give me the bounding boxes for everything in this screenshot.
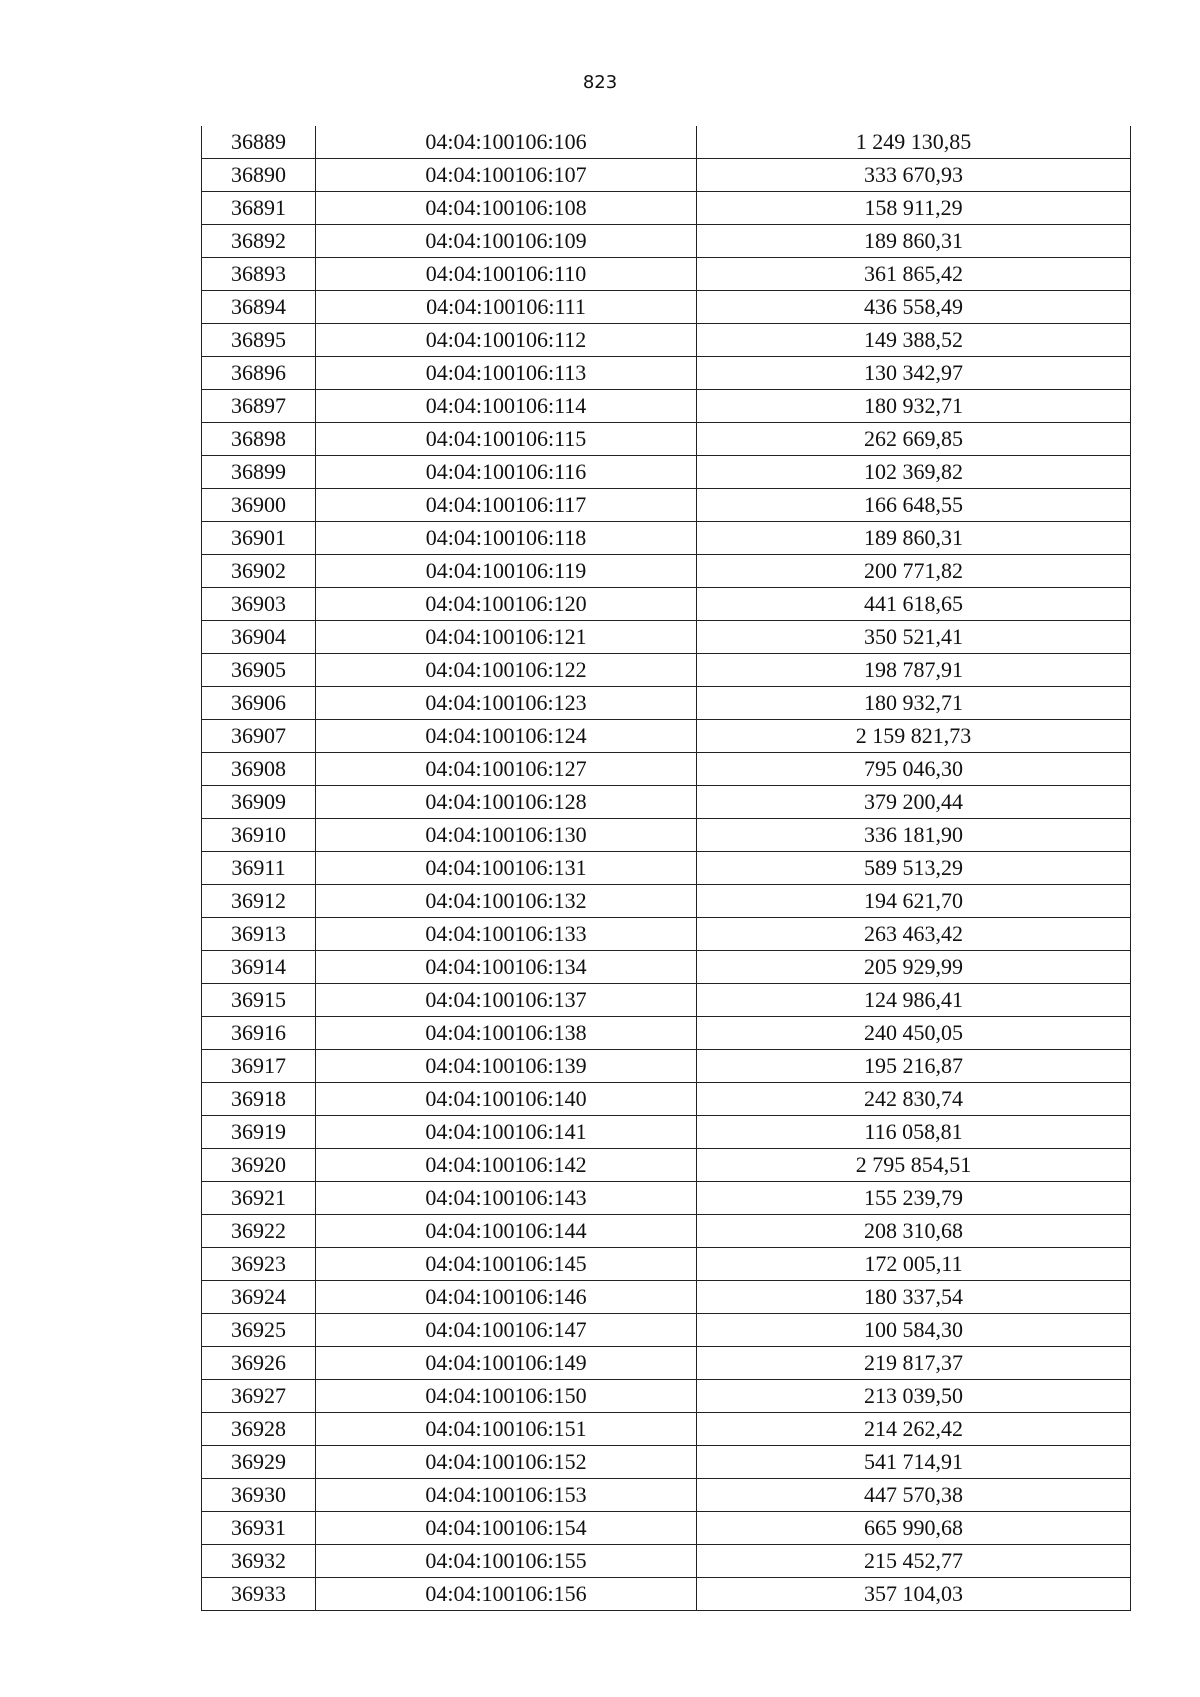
row-number-cell: 36895 bbox=[202, 324, 316, 357]
cadastral-number-cell: 04:04:100106:110 bbox=[316, 258, 697, 291]
cadastral-value-cell: 180 337,54 bbox=[697, 1281, 1131, 1314]
table-row bbox=[202, 1050, 1131, 1083]
cadastral-value-cell: 180 932,71 bbox=[697, 390, 1131, 423]
table-row bbox=[202, 423, 1131, 456]
row-number-cell: 36908 bbox=[202, 753, 316, 786]
row-number-cell: 36921 bbox=[202, 1182, 316, 1215]
cadastral-number-cell: 04:04:100106:116 bbox=[316, 456, 697, 489]
table-body bbox=[202, 126, 1131, 1611]
cadastral-number-cell: 04:04:100106:122 bbox=[316, 654, 697, 687]
cadastral-value-cell: 541 714,91 bbox=[697, 1446, 1131, 1479]
cadastral-number-cell: 04:04:100106:142 bbox=[316, 1149, 697, 1182]
table-row bbox=[202, 786, 1131, 819]
cadastral-value-cell: 102 369,82 bbox=[697, 456, 1131, 489]
table-row bbox=[202, 291, 1131, 324]
cadastral-number-cell: 04:04:100106:123 bbox=[316, 687, 697, 720]
cadastral-number-cell: 04:04:100106:106 bbox=[316, 126, 697, 159]
row-number-cell: 36923 bbox=[202, 1248, 316, 1281]
cadastral-value-cell: 200 771,82 bbox=[697, 555, 1131, 588]
table-row bbox=[202, 324, 1131, 357]
row-number-cell: 36905 bbox=[202, 654, 316, 687]
cadastral-value-cell: 194 621,70 bbox=[697, 885, 1131, 918]
table-row bbox=[202, 753, 1131, 786]
row-number-cell: 36899 bbox=[202, 456, 316, 489]
cadastral-number-cell: 04:04:100106:146 bbox=[316, 1281, 697, 1314]
table-row bbox=[202, 225, 1131, 258]
cadastral-value-cell: 100 584,30 bbox=[697, 1314, 1131, 1347]
cadastral-value-cell: 130 342,97 bbox=[697, 357, 1131, 390]
cadastral-value-cell: 215 452,77 bbox=[697, 1545, 1131, 1578]
cadastral-number-cell: 04:04:100106:124 bbox=[316, 720, 697, 753]
row-number-cell: 36903 bbox=[202, 588, 316, 621]
cadastral-number-cell: 04:04:100106:145 bbox=[316, 1248, 697, 1281]
cadastral-value-cell: 665 990,68 bbox=[697, 1512, 1131, 1545]
cadastral-value-cell: 262 669,85 bbox=[697, 423, 1131, 456]
cadastral-value-cell: 213 039,50 bbox=[697, 1380, 1131, 1413]
row-number-cell: 36916 bbox=[202, 1017, 316, 1050]
cadastral-value-cell: 447 570,38 bbox=[697, 1479, 1131, 1512]
row-number-cell: 36894 bbox=[202, 291, 316, 324]
row-number-cell: 36918 bbox=[202, 1083, 316, 1116]
cadastral-number-cell: 04:04:100106:114 bbox=[316, 390, 697, 423]
cadastral-number-cell: 04:04:100106:117 bbox=[316, 489, 697, 522]
table-row bbox=[202, 1347, 1131, 1380]
row-number-cell: 36917 bbox=[202, 1050, 316, 1083]
cadastral-value-table bbox=[201, 126, 1131, 1611]
cadastral-number-cell: 04:04:100106:141 bbox=[316, 1116, 697, 1149]
cadastral-value-cell: 189 860,31 bbox=[697, 522, 1131, 555]
cadastral-value-cell: 219 817,37 bbox=[697, 1347, 1131, 1380]
row-number-cell: 36933 bbox=[202, 1578, 316, 1611]
cadastral-number-cell: 04:04:100106:111 bbox=[316, 291, 697, 324]
cadastral-number-cell: 04:04:100106:127 bbox=[316, 753, 697, 786]
table-row bbox=[202, 456, 1131, 489]
row-number-cell: 36922 bbox=[202, 1215, 316, 1248]
row-number-cell: 36891 bbox=[202, 192, 316, 225]
cadastral-value-cell: 2 159 821,73 bbox=[697, 720, 1131, 753]
cadastral-value-cell: 336 181,90 bbox=[697, 819, 1131, 852]
cadastral-number-cell: 04:04:100106:109 bbox=[316, 225, 697, 258]
cadastral-value-cell: 155 239,79 bbox=[697, 1182, 1131, 1215]
table-row bbox=[202, 1017, 1131, 1050]
table-row bbox=[202, 126, 1131, 159]
table-row bbox=[202, 159, 1131, 192]
cadastral-value-cell: 333 670,93 bbox=[697, 159, 1131, 192]
page-number: 823 bbox=[582, 72, 618, 93]
cadastral-value-cell: 361 865,42 bbox=[697, 258, 1131, 291]
row-number-cell: 36932 bbox=[202, 1545, 316, 1578]
cadastral-number-cell: 04:04:100106:149 bbox=[316, 1347, 697, 1380]
cadastral-value-cell: 589 513,29 bbox=[697, 852, 1131, 885]
cadastral-value-cell: 198 787,91 bbox=[697, 654, 1131, 687]
table-row bbox=[202, 258, 1131, 291]
table-row bbox=[202, 522, 1131, 555]
cadastral-number-cell: 04:04:100106:113 bbox=[316, 357, 697, 390]
row-number-cell: 36896 bbox=[202, 357, 316, 390]
table-row bbox=[202, 1281, 1131, 1314]
cadastral-number-cell: 04:04:100106:107 bbox=[316, 159, 697, 192]
cadastral-number-cell: 04:04:100106:118 bbox=[316, 522, 697, 555]
table-row bbox=[202, 1182, 1131, 1215]
table-row bbox=[202, 984, 1131, 1017]
cadastral-value-cell: 436 558,49 bbox=[697, 291, 1131, 324]
cadastral-value-cell: 149 388,52 bbox=[697, 324, 1131, 357]
row-number-cell: 36925 bbox=[202, 1314, 316, 1347]
row-number-cell: 36910 bbox=[202, 819, 316, 852]
cadastral-value-cell: 240 450,05 bbox=[697, 1017, 1131, 1050]
cadastral-value-cell: 195 216,87 bbox=[697, 1050, 1131, 1083]
table-row bbox=[202, 1446, 1131, 1479]
table-row bbox=[202, 1413, 1131, 1446]
row-number-cell: 36913 bbox=[202, 918, 316, 951]
cadastral-value-cell: 124 986,41 bbox=[697, 984, 1131, 1017]
table-row bbox=[202, 819, 1131, 852]
cadastral-value-cell: 350 521,41 bbox=[697, 621, 1131, 654]
cadastral-number-cell: 04:04:100106:138 bbox=[316, 1017, 697, 1050]
cadastral-value-cell: 795 046,30 bbox=[697, 753, 1131, 786]
cadastral-number-cell: 04:04:100106:132 bbox=[316, 885, 697, 918]
table-row bbox=[202, 1314, 1131, 1347]
row-number-cell: 36912 bbox=[202, 885, 316, 918]
cadastral-number-cell: 04:04:100106:152 bbox=[316, 1446, 697, 1479]
cadastral-value-cell: 263 463,42 bbox=[697, 918, 1131, 951]
row-number-cell: 36929 bbox=[202, 1446, 316, 1479]
cadastral-number-cell: 04:04:100106:147 bbox=[316, 1314, 697, 1347]
cadastral-number-cell: 04:04:100106:130 bbox=[316, 819, 697, 852]
cadastral-value-cell: 1 249 130,85 bbox=[697, 126, 1131, 159]
table-row bbox=[202, 720, 1131, 753]
row-number-cell: 36927 bbox=[202, 1380, 316, 1413]
cadastral-number-cell: 04:04:100106:131 bbox=[316, 852, 697, 885]
cadastral-number-cell: 04:04:100106:133 bbox=[316, 918, 697, 951]
table-row bbox=[202, 555, 1131, 588]
row-number-cell: 36892 bbox=[202, 225, 316, 258]
table-row bbox=[202, 918, 1131, 951]
cadastral-number-cell: 04:04:100106:143 bbox=[316, 1182, 697, 1215]
table-row bbox=[202, 621, 1131, 654]
row-number-cell: 36901 bbox=[202, 522, 316, 555]
cadastral-value-cell: 379 200,44 bbox=[697, 786, 1131, 819]
row-number-cell: 36926 bbox=[202, 1347, 316, 1380]
table-row bbox=[202, 1083, 1131, 1116]
table-row bbox=[202, 885, 1131, 918]
table-row bbox=[202, 951, 1131, 984]
table-row bbox=[202, 1149, 1131, 1182]
cadastral-value-cell: 180 932,71 bbox=[697, 687, 1131, 720]
table-row bbox=[202, 1248, 1131, 1281]
table-row bbox=[202, 357, 1131, 390]
row-number-cell: 36924 bbox=[202, 1281, 316, 1314]
table-row bbox=[202, 1512, 1131, 1545]
cadastral-number-cell: 04:04:100106:120 bbox=[316, 588, 697, 621]
cadastral-number-cell: 04:04:100106:150 bbox=[316, 1380, 697, 1413]
cadastral-value-cell: 189 860,31 bbox=[697, 225, 1131, 258]
cadastral-number-cell: 04:04:100106:121 bbox=[316, 621, 697, 654]
cadastral-number-cell: 04:04:100106:115 bbox=[316, 423, 697, 456]
table-row bbox=[202, 489, 1131, 522]
cadastral-number-cell: 04:04:100106:156 bbox=[316, 1578, 697, 1611]
table-row bbox=[202, 390, 1131, 423]
table-row bbox=[202, 588, 1131, 621]
cadastral-number-cell: 04:04:100106:134 bbox=[316, 951, 697, 984]
cadastral-value-cell: 242 830,74 bbox=[697, 1083, 1131, 1116]
cadastral-value-cell: 441 618,65 bbox=[697, 588, 1131, 621]
table-row bbox=[202, 1380, 1131, 1413]
cadastral-number-cell: 04:04:100106:119 bbox=[316, 555, 697, 588]
table-row bbox=[202, 1479, 1131, 1512]
cadastral-number-cell: 04:04:100106:154 bbox=[316, 1512, 697, 1545]
cadastral-value-cell: 357 104,03 bbox=[697, 1578, 1131, 1611]
row-number-cell: 36931 bbox=[202, 1512, 316, 1545]
row-number-cell: 36914 bbox=[202, 951, 316, 984]
row-number-cell: 36897 bbox=[202, 390, 316, 423]
row-number-cell: 36928 bbox=[202, 1413, 316, 1446]
row-number-cell: 36930 bbox=[202, 1479, 316, 1512]
row-number-cell: 36915 bbox=[202, 984, 316, 1017]
cadastral-number-cell: 04:04:100106:128 bbox=[316, 786, 697, 819]
cadastral-value-cell: 208 310,68 bbox=[697, 1215, 1131, 1248]
row-number-cell: 36909 bbox=[202, 786, 316, 819]
cadastral-value-cell: 172 005,11 bbox=[697, 1248, 1131, 1281]
cadastral-number-cell: 04:04:100106:151 bbox=[316, 1413, 697, 1446]
row-number-cell: 36900 bbox=[202, 489, 316, 522]
cadastral-number-cell: 04:04:100106:155 bbox=[316, 1545, 697, 1578]
cadastral-value-cell: 158 911,29 bbox=[697, 192, 1131, 225]
row-number-cell: 36919 bbox=[202, 1116, 316, 1149]
table-row bbox=[202, 192, 1131, 225]
table-row bbox=[202, 654, 1131, 687]
row-number-cell: 36893 bbox=[202, 258, 316, 291]
row-number-cell: 36906 bbox=[202, 687, 316, 720]
cadastral-number-cell: 04:04:100106:112 bbox=[316, 324, 697, 357]
table-row bbox=[202, 1578, 1131, 1611]
cadastral-number-cell: 04:04:100106:144 bbox=[316, 1215, 697, 1248]
cadastral-number-cell: 04:04:100106:108 bbox=[316, 192, 697, 225]
row-number-cell: 36890 bbox=[202, 159, 316, 192]
cadastral-number-cell: 04:04:100106:153 bbox=[316, 1479, 697, 1512]
row-number-cell: 36911 bbox=[202, 852, 316, 885]
cadastral-number-cell: 04:04:100106:139 bbox=[316, 1050, 697, 1083]
table-row bbox=[202, 1116, 1131, 1149]
table-row bbox=[202, 1545, 1131, 1578]
row-number-cell: 36920 bbox=[202, 1149, 316, 1182]
cadastral-number-cell: 04:04:100106:140 bbox=[316, 1083, 697, 1116]
table-row bbox=[202, 687, 1131, 720]
cadastral-value-cell: 205 929,99 bbox=[697, 951, 1131, 984]
table-row bbox=[202, 852, 1131, 885]
row-number-cell: 36889 bbox=[202, 126, 316, 159]
row-number-cell: 36904 bbox=[202, 621, 316, 654]
row-number-cell: 36898 bbox=[202, 423, 316, 456]
cadastral-value-cell: 116 058,81 bbox=[697, 1116, 1131, 1149]
cadastral-value-cell: 214 262,42 bbox=[697, 1413, 1131, 1446]
cadastral-number-cell: 04:04:100106:137 bbox=[316, 984, 697, 1017]
cadastral-value-cell: 166 648,55 bbox=[697, 489, 1131, 522]
table-row bbox=[202, 1215, 1131, 1248]
row-number-cell: 36902 bbox=[202, 555, 316, 588]
cadastral-value-cell: 2 795 854,51 bbox=[697, 1149, 1131, 1182]
row-number-cell: 36907 bbox=[202, 720, 316, 753]
